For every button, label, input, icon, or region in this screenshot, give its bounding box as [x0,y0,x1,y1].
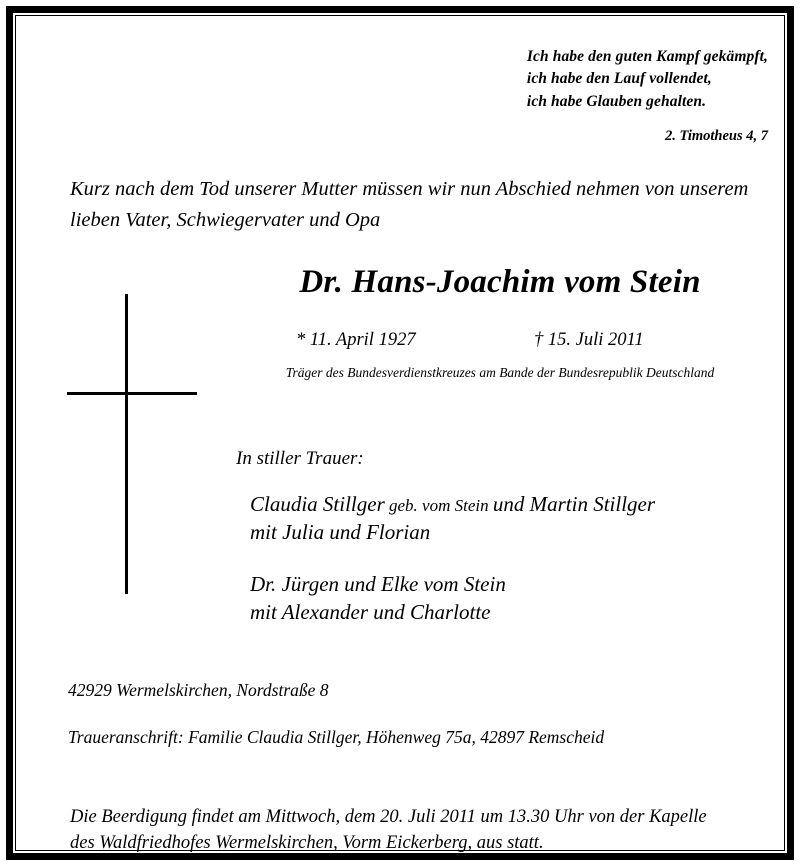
family-1-names [250,490,655,518]
funeral-details [70,804,780,857]
condolence-address: Traueranschrift: Familie Claudia Stillger, Höhenweg 75a, 42897 Remscheid [68,727,605,747]
verse-line-3: ich habe Glauben gehalten. [526,92,707,110]
family-1-main: Claudia Stillger [250,492,385,516]
family-2-names: Dr. Jürgen und Elke vom Stein [250,572,506,596]
verse-line-1: Ich habe den guten Kampf gekämpft, [526,48,768,65]
funeral-line-1: Die Beerdigung findet am Mittwoch, dem 20. Juli 2011 um 13.30 Uhr von der Kapelle [70,807,707,827]
intro-line-1: Kurz nach dem Tod unserer Mutter müssen wir nun Abschied nehmen von unserem [70,178,749,200]
inner-border [15,15,785,854]
family-1-suffix: geb. vom Stein [384,496,493,515]
family-1-partner: und Martin Stillger [492,492,656,516]
cross-icon [67,294,197,594]
scripture-reference: 2. Timotheus 4, 7 [665,128,768,144]
home-address: 42929 Wermelskirchen, Nordstraße 8 [68,680,329,700]
intro-text [70,174,770,236]
deceased-name: Dr. Hans-Joachim vom Stein [299,264,701,300]
death-date: † 15. Juli 2011 [534,330,644,350]
family-1-children: mit Julia und Florian [250,520,431,545]
cross-horizontal-bar [67,392,197,395]
funeral-line-2: des Waldfriedhofes Wermelskirchen, Vorm Eickerberg, aus statt. [70,833,544,854]
cross-vertical-bar [125,294,128,594]
birth-date: * 11. April 1927 [296,330,416,350]
family-group-1 [250,490,655,547]
scripture-verse [527,46,768,113]
family-2-children: mit Alexander und Charlotte [250,600,491,625]
intro-line-2: lieben Vater, Schwiegervater und Opa [70,208,381,231]
notice-content [32,32,800,866]
family-group-2 [250,570,506,627]
honor-line: Träger des Bundesverdienstkreuzes am Bande der Bundesrepublik Deutschland [285,365,715,380]
verse-line-2: ich habe den Lauf vollendet, [526,70,712,88]
mourning-label: In stiller Trauer: [236,448,364,469]
